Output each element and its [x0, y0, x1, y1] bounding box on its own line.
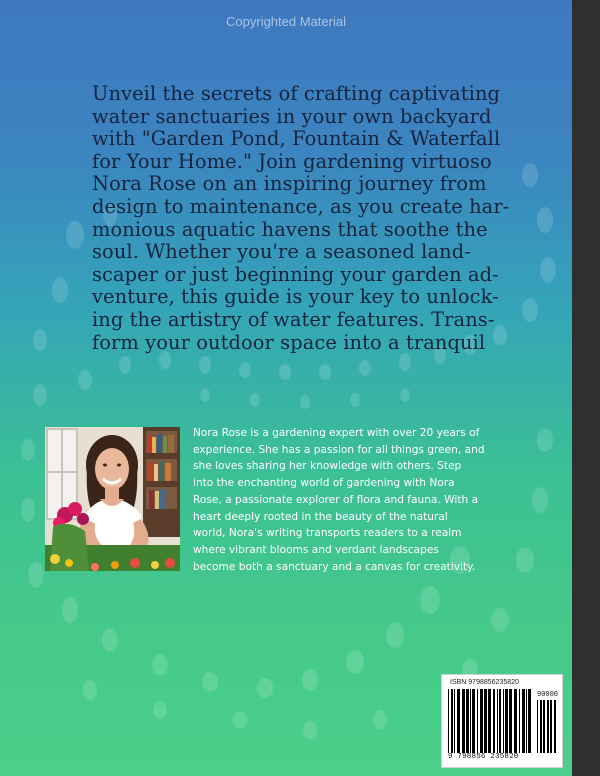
price-addon-bars	[537, 700, 557, 753]
blurb-line: soul. Whether you're a seasoned land-	[92, 240, 471, 264]
blurb-line: form your outdoor space into a tranquil	[92, 330, 486, 354]
author-photo-illustration	[45, 427, 180, 571]
blurb-line: for Your Home." Join gardening virtuoso	[92, 149, 492, 173]
isbn-label: ISBN 9798856235820	[450, 679, 519, 686]
bio-line: heart deeply rooted in the beauty of the natural	[193, 510, 448, 523]
book-blurb	[92, 83, 532, 354]
bio-line: experience. She has a passion for all things green, and	[193, 443, 485, 456]
isbn-digits: 9 798856 235820	[448, 753, 519, 761]
barcode-bars	[448, 689, 534, 753]
blurb-line: with "Garden Pond, Fountain & Waterfall	[92, 127, 501, 151]
blurb-line: design to maintenance, as you create har-	[92, 194, 510, 218]
blurb-line: water sanctuaries in your own backyard	[92, 104, 492, 128]
isbn-barcode-box	[441, 674, 563, 768]
bio-line: Rose, a passionate explorer of flora and fauna. With a	[193, 493, 479, 506]
author-photo	[45, 427, 180, 571]
blurb-line: ing the artistry of water features. Trans-	[92, 307, 495, 331]
blurb-line: venture, this guide is your key to unlock-	[92, 285, 499, 309]
copyright-watermark: Copyrighted Material	[226, 14, 346, 29]
blurb-line: Nora Rose on an inspiring journey from	[92, 172, 487, 196]
blurb-line: Unveil the secrets of crafting captivating	[92, 82, 501, 105]
bio-line: become both a sanctuary and a canvas for creativity.	[193, 560, 476, 573]
book-spine-edge	[572, 0, 600, 776]
author-bio	[193, 425, 568, 575]
bio-line: where vibrant blooms and verdant landscapes	[193, 543, 439, 556]
bio-line: world, Nora's writing transports readers to a realm	[193, 527, 462, 540]
blurb-line: scaper or just beginning your garden ad-	[92, 262, 499, 286]
bio-line: she loves sharing her knowledge with others. Step	[193, 460, 462, 473]
price-code: 90000	[537, 691, 559, 699]
bio-line: Nora Rose is a gardening expert with over 20 years of	[193, 427, 480, 439]
bio-line: into the enchanting world of gardening with Nora	[193, 477, 455, 490]
blurb-line: monious aquatic havens that soothe the	[92, 217, 488, 241]
